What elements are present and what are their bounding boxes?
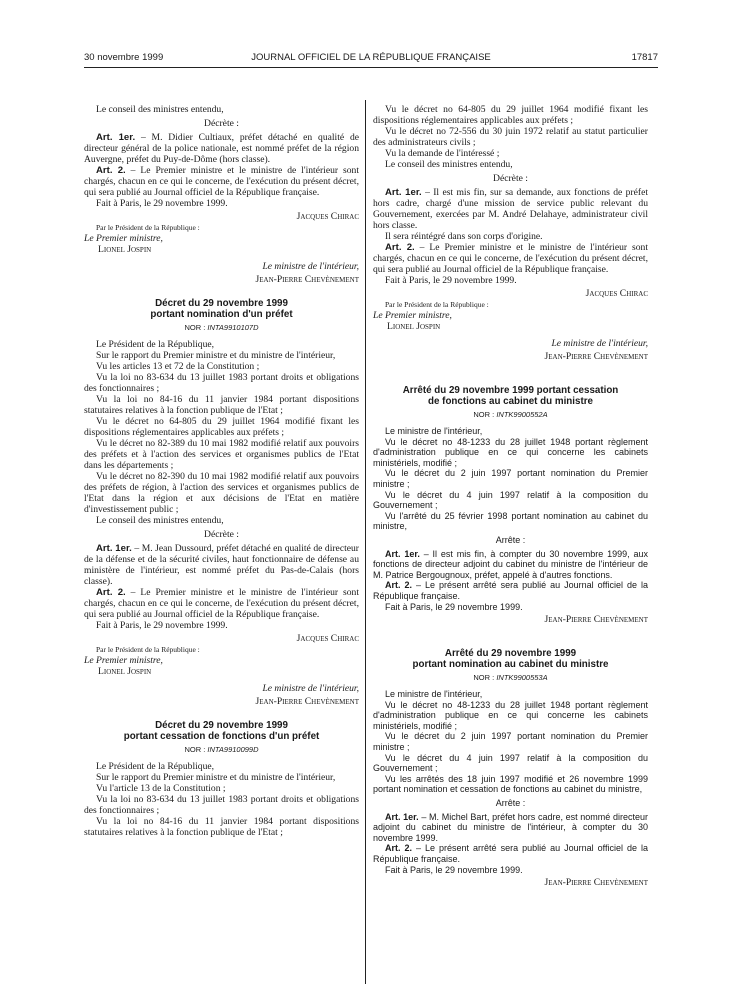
reintegration: Il sera réintégré dans son corps d'origine.: [385, 231, 543, 242]
premier-ministre: Le Premier ministre,: [84, 655, 163, 666]
arrete-title: Arrêté du 29 novembre 1999 portant nomination au cabinet du ministre: [412, 648, 609, 670]
arrete-title: Arrêté du 29 novembre 1999 portant cessation de fonctions au cabinet du ministre: [402, 385, 619, 407]
visa-list: [373, 104, 648, 170]
header-rule: [84, 67, 658, 68]
article-2: Art. 2. – Le présent arrêté sera publié au Journal officiel de la République française.: [373, 580, 648, 601]
fait: Fait à Paris, le 29 novembre 1999.: [385, 275, 517, 286]
visa: Vu le décret no 72-556 du 30 juin 1972 relatif au statut particulier des administrateurs civils ;: [373, 126, 648, 148]
article-2: Art. 2. – Le Premier ministre et le ministre de l'intérieur sont chargés, chacun en ce qui le concerne, de l'exécution du présent décret, qui sera publié au Journal officiel de la République française.: [84, 587, 359, 620]
article-1: Art. 1er. – Il est mis fin, sur sa demande, aux fonctions de préfet hors cadre, chargé d'une mission de service public relevant du Gouvernement, exercées par M. André Delahaye, administrateur civil hors classe.: [373, 187, 648, 231]
decree-title: Décret du 29 novembre 1999 portant nomination d'un préfet: [150, 298, 293, 320]
visa: Vu l'article 13 de la Constitution ;: [96, 783, 226, 794]
visa: Vu le décret du 4 juin 1997 relatif à la composition du Gouvernement ;: [373, 752, 648, 774]
page-number: 17817: [631, 52, 658, 63]
fait: Fait à Paris, le 29 novembre 1999.: [385, 601, 523, 612]
minister-name: Jean-Pierre Chevènement: [544, 877, 648, 889]
visa: Vu le décret no 64-805 du 29 juillet 1964 modifié fixant les dispositions réglementaires applicables aux préfets ;: [373, 104, 648, 126]
visa-list: [84, 339, 359, 526]
article-1: Art. 1er. – M. Michel Bart, préfet hors cadre, est nommé directeur adjoint du cabinet du ministre de l'intérieur, à compter du 30 novembre 1999.: [373, 811, 648, 843]
decrete: Décrète :: [204, 118, 239, 129]
ministre-interieur: Le ministre de l'intérieur,: [262, 261, 359, 272]
column-divider: [365, 100, 366, 984]
visa: Vu la loi no 84-16 du 11 janvier 1984 portant dispositions statutaires relatives à la fonction publique de l'Etat ;: [84, 816, 359, 838]
decree-title: Décret du 29 novembre 1999 portant cessation de fonctions d'un préfet: [123, 720, 320, 742]
visa: Le ministre de l'intérieur,: [385, 426, 483, 436]
visa: Le Président de la République,: [96, 339, 215, 350]
visa-list: [373, 689, 648, 795]
visa: Vu le décret du 2 juin 1997 portant nomination du Premier ministre ;: [373, 731, 648, 753]
visa: Sur le rapport du Premier ministre et du ministre de l'intérieur,: [96, 772, 336, 783]
visa: Vu le décret no 64-805 du 29 juillet 1964 modifié fixant les dispositions réglementaires applicables aux préfets ;: [84, 416, 359, 438]
visa: Le ministre de l'intérieur,: [385, 689, 483, 700]
visa: Le conseil des ministres entendu,: [96, 515, 224, 526]
intro: Le conseil des ministres entendu,: [96, 104, 224, 115]
visa: Le Président de la République,: [96, 761, 215, 772]
pm-name: Lionel Jospin: [98, 666, 152, 677]
decrete: Décrète :: [204, 529, 239, 540]
article-1: Art. 1er. – Il est mis fin, à compter du 30 novembre 1999, aux fonctions de directeur adjoint du cabinet du ministre de l'intérieur de M. Patrice Bergougnoux, préfet, appelé à d'autres fonctions.: [373, 548, 648, 580]
arrete: Arrête :: [495, 798, 526, 809]
fait: Fait à Paris, le 29 novembre 1999.: [385, 864, 523, 875]
nor-reference: NOR : INTA9910107D: [184, 323, 259, 332]
par-le-president: Par le Président de la République :: [96, 223, 200, 232]
visa: Vu le décret no 82-389 du 10 mai 1982 modifié relatif aux pouvoirs des préfets et à l'action des services et organismes publics de l'Etat dans les départements ;: [84, 438, 359, 471]
visa: Vu le décret no 82-390 du 10 mai 1982 modifié relatif aux pouvoirs des préfets de région, à l'action des services et organismes publics de l'Etat dans la région et aux décisions de l'Etat en matière d'investissement public ;: [84, 471, 359, 515]
article-2: Art. 2. – Le Premier ministre et le ministre de l'intérieur sont chargés, chacun en ce qui le concerne, de l'exécution du présent décret, qui sera publié au Journal officiel de la République française.: [84, 165, 359, 198]
fait: Fait à Paris, le 29 novembre 1999.: [96, 620, 228, 631]
visa: Vu l'arrêté du 25 février 1998 portant nomination au cabinet du ministre,: [373, 510, 648, 532]
arrete: Arrête :: [495, 534, 526, 545]
visa: Vu la loi no 83-634 du 13 juillet 1983 portant droits et obligations des fonctionnaires ;: [84, 794, 359, 816]
premier-ministre: Le Premier ministre,: [373, 310, 452, 321]
article-2: Art. 2. – Le Premier ministre et le ministre de l'intérieur sont chargés, chacun en ce qui le concerne, de l'exécution du présent décret, qui sera publié au Journal officiel de la République française.: [373, 242, 648, 275]
visa: Vu les articles 13 et 72 de la Constitution ;: [96, 361, 260, 372]
right-column: [373, 104, 648, 888]
signature-president: Jacques Chirac: [585, 288, 648, 299]
pm-name: Lionel Jospin: [387, 321, 441, 332]
article-1: Art. 1er. – M. Didier Cultiaux, préfet détaché en qualité de directeur général de la police nationale, est nommé préfet de la région Auvergne, préfet du Puy-de-Dôme (hors classe).: [84, 132, 359, 165]
article-1: Art. 1er. – M. Jean Dussourd, préfet détaché en qualité de directeur de la défense et de la sécurité civiles, haut fonctionnaire de défense au ministère de l'intérieur, est nommé préfet du Pas-de-Calais (hors classe).: [84, 543, 359, 587]
par-le-president: Par le Président de la République :: [385, 300, 489, 309]
visa: Vu le décret du 4 juin 1997 relatif à la composition du Gouvernement ;: [373, 489, 648, 511]
ministre-interieur: Le ministre de l'intérieur,: [262, 683, 359, 694]
visa: Sur le rapport du Premier ministre et du ministre de l'intérieur,: [96, 350, 336, 361]
minister-name: Jean-Pierre Chevènement: [255, 696, 359, 707]
journal-title: JOURNAL OFFICIEL DE LA RÉPUBLIQUE FRANÇAISE: [251, 52, 491, 63]
par-le-president: Par le Président de la République :: [96, 645, 200, 654]
ministre-interieur: Le ministre de l'intérieur,: [551, 338, 648, 349]
visa: Vu le décret no 48-1233 du 28 juillet 1948 portant règlement d'administration publique en ce qui concerne les cabinets ministériels, modifié ;: [373, 436, 648, 468]
article-2: Art. 2. – Le présent arrêté sera publié au Journal officiel de la République française.: [373, 843, 648, 864]
nor-reference: NOR : INTK9900552A: [473, 410, 548, 419]
nor-reference: NOR : INTA9910099D: [184, 745, 259, 754]
minister-name: Jean-Pierre Chevènement: [544, 614, 648, 626]
premier-ministre: Le Premier ministre,: [84, 233, 163, 244]
left-column: [84, 104, 359, 838]
visa-list: [84, 761, 359, 838]
minister-name: Jean-Pierre Chevènement: [255, 274, 359, 285]
visa: Vu le décret no 48-1233 du 28 juillet 1948 portant règlement d'administration publique en ce qui concerne les cabinets ministériels, modifié ;: [373, 699, 648, 731]
visa: Vu la demande de l'intéressé ;: [385, 148, 500, 159]
visa: Le conseil des ministres entendu,: [385, 159, 513, 170]
pm-name: Lionel Jospin: [98, 244, 152, 255]
header-date: 30 novembre 1999: [84, 52, 164, 63]
visa: Vu la loi no 83-634 du 13 juillet 1983 portant droits et obligations des fonctionnaires ;: [84, 372, 359, 394]
visa: Vu la loi no 84-16 du 11 janvier 1984 portant dispositions statutaires relatives à la fonction publique de l'Etat ;: [84, 394, 359, 416]
fait: Fait à Paris, le 29 novembre 1999.: [96, 198, 228, 209]
nor-reference: NOR : INTK9900553A: [473, 673, 548, 683]
visa: Vu le décret du 2 juin 1997 portant nomination du Premier ministre ;: [373, 468, 648, 489]
visa: Vu les arrêtés des 18 juin 1997 modifié et 26 novembre 1999 portant nomination et cessation de fonctions au cabinet du ministre,: [373, 773, 648, 795]
signature-president: Jacques Chirac: [296, 633, 359, 644]
decrete: Décrète :: [493, 173, 528, 184]
minister-name: Jean-Pierre Chevènement: [544, 351, 648, 362]
signature-president: Jacques Chirac: [296, 211, 359, 222]
page-header: [84, 52, 658, 66]
visa-list: [373, 426, 648, 532]
